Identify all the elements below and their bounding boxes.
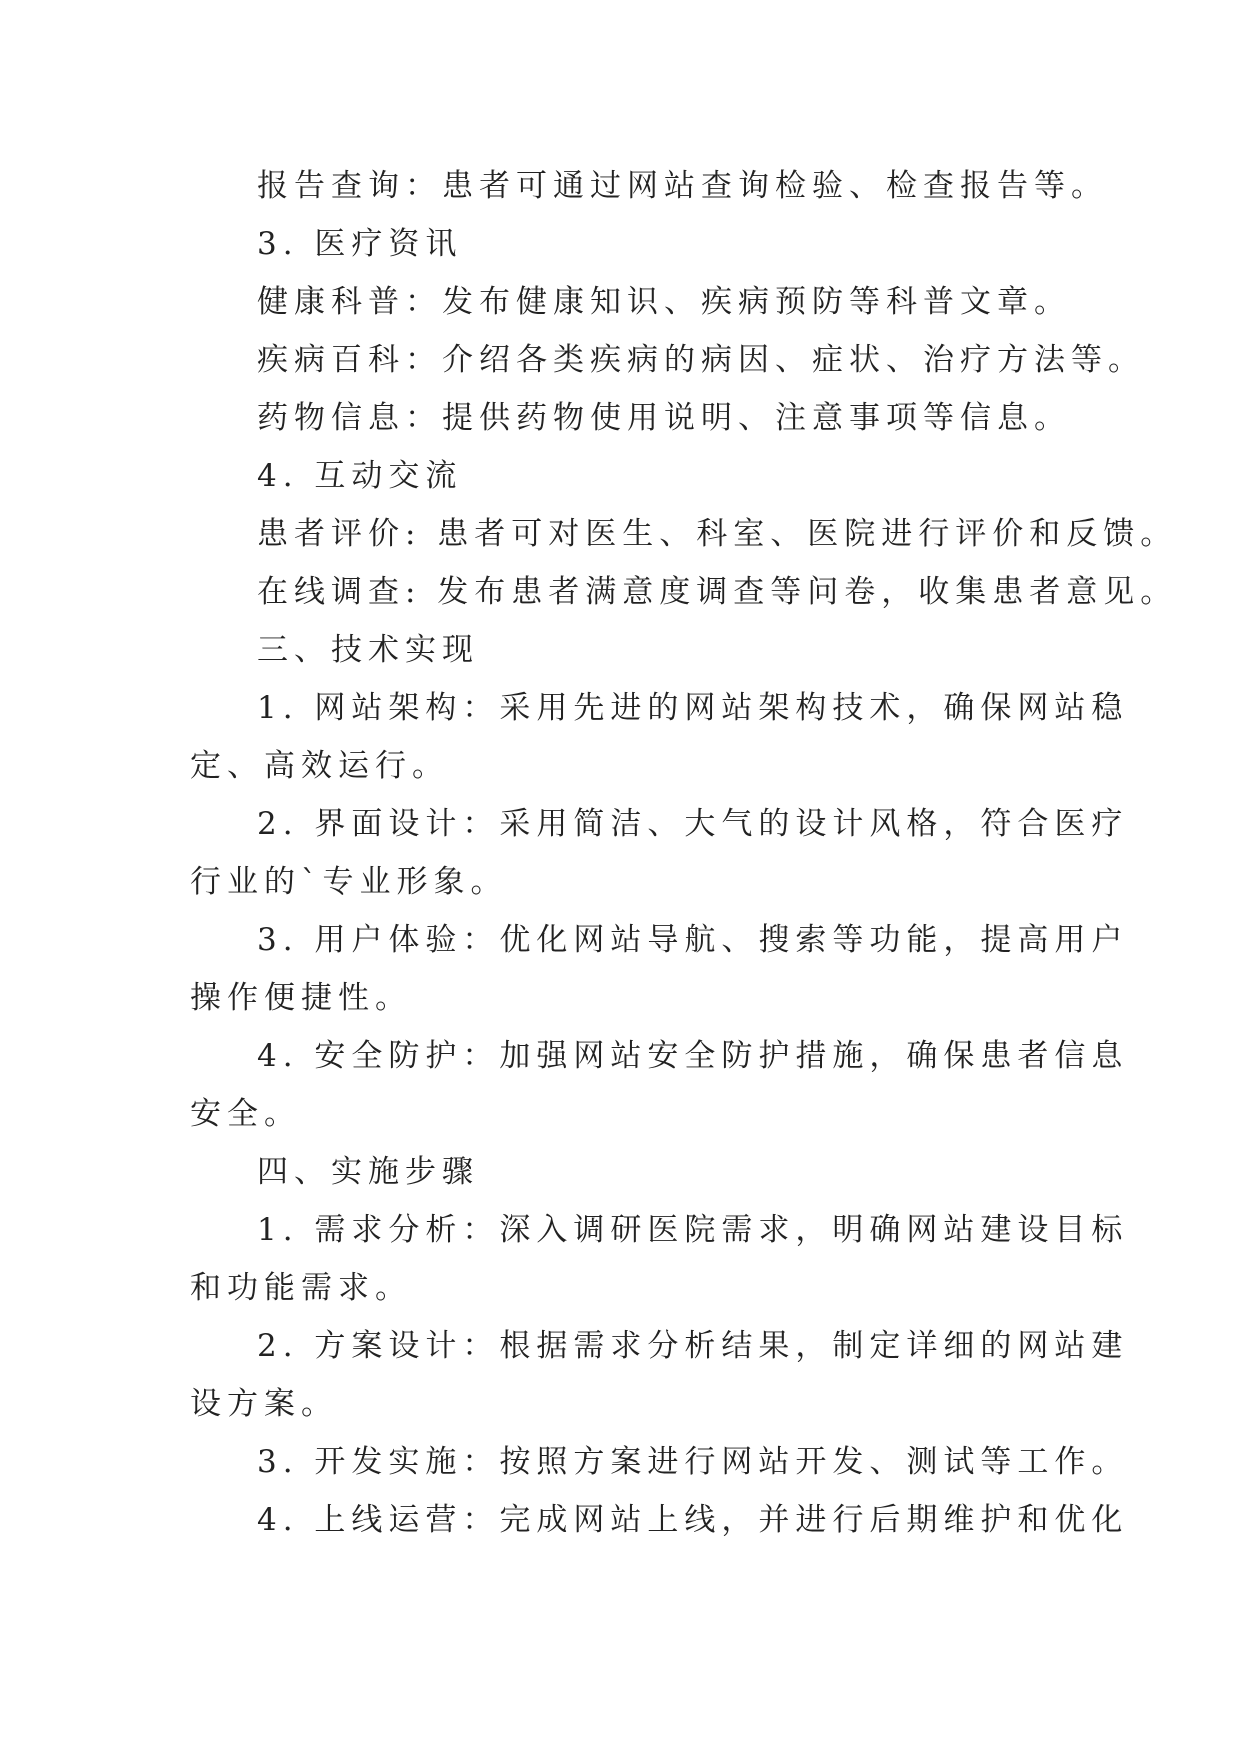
section-heading-steps: 四、实施步骤 xyxy=(257,1154,479,1190)
paragraph-architecture: 1. 网站架构：采用先进的网站架构技术，确保网站稳 xyxy=(257,690,1129,726)
paragraph-security: 4. 安全防护：加强网站安全防护措施，确保患者信息 xyxy=(257,1038,1129,1074)
paragraph-plan-design-cont: 设方案。 xyxy=(190,1386,338,1422)
paragraph-requirements: 1. 需求分析：深入调研医院需求，明确网站建设目标 xyxy=(257,1212,1129,1248)
paragraph-online-survey: 在线调查: 发布患者满意度调查等问卷，收集患者意见。 xyxy=(257,574,1178,610)
paragraph-ui-design-cont: 行业的`专业形象。 xyxy=(190,864,508,900)
heading-interaction: 4. 互动交流 xyxy=(257,458,463,494)
paragraph-drug-info: 药物信息：提供药物使用说明、注意事项等信息。 xyxy=(257,400,1071,436)
section-heading-tech: 三、技术实现 xyxy=(257,632,479,668)
paragraph-requirements-cont: 和功能需求。 xyxy=(190,1270,412,1306)
paragraph-patient-review: 患者评价: 患者可对医生、科室、医院进行评价和反馈。 xyxy=(257,516,1178,552)
paragraph-report-query: 报告查询：患者可通过网站查询检验、检查报告等。 xyxy=(257,168,1108,204)
paragraph-ui-design: 2. 界面设计：采用简洁、大气的设计风格，符合医疗 xyxy=(257,806,1129,842)
paragraph-development: 3. 开发实施：按照方案进行网站开发、测试等工作。 xyxy=(257,1444,1129,1480)
paragraph-user-experience-cont: 操作便捷性。 xyxy=(190,980,412,1016)
paragraph-launch: 4. 上线运营：完成网站上线，并进行后期维护和优化 xyxy=(257,1502,1129,1538)
paragraph-user-experience: 3. 用户体验：优化网站导航、搜索等功能，提高用户 xyxy=(257,922,1129,958)
paragraph-security-cont: 安全。 xyxy=(190,1096,301,1132)
paragraph-health-science: 健康科普：发布健康知识、疾病预防等科普文章。 xyxy=(257,284,1071,320)
heading-medical-info: 3. 医疗资讯 xyxy=(257,226,463,262)
paragraph-plan-design: 2. 方案设计：根据需求分析结果，制定详细的网站建 xyxy=(257,1328,1129,1364)
paragraph-architecture-cont: 定、高效运行。 xyxy=(190,748,449,784)
paragraph-disease-encyclopedia: 疾病百科：介绍各类疾病的病因、症状、治疗方法等。 xyxy=(257,342,1145,378)
